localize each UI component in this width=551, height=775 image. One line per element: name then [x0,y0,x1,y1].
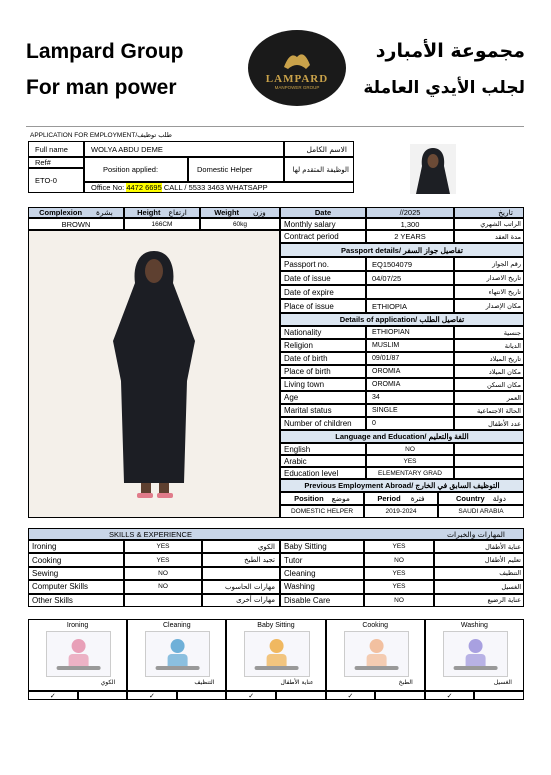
abroad-position-value: DOMESTIC HELPER [280,505,364,518]
skill-left-ar: تجيد الطبخ [202,553,280,566]
contract-value: 2 YEARS [366,230,454,243]
abroad-position-label: Position موضع [280,492,364,505]
language-row-empty [454,467,524,479]
details-row-label: Number of children [280,417,366,430]
language-row-label: Education level [280,467,366,479]
date-value: //2025 [366,207,454,218]
skill-right-value: YES [364,567,434,580]
height-value: 166CM [124,218,200,230]
weight-header: Weight وزن [200,207,280,218]
details-row-value: 34 [366,391,454,404]
details-row-label: Place of birth [280,365,366,378]
skill-right-label: Disable Care [280,594,364,607]
skill-left-value [124,594,202,607]
skill-left-value: YES [124,540,202,553]
details-row-label: Nationality [280,326,366,339]
gallery-title: Cooking [326,619,425,691]
eto-label: ETO-0 [28,168,84,193]
iron-icon [46,631,111,677]
gallery-ar: عناية الأطفال [280,679,314,686]
language-row-value: ELEMENTARY GRAD [366,467,454,479]
skill-left-label: Other Skills [28,594,124,607]
passport-row-value: 04/07/25 [366,271,454,285]
skill-left-label: Sewing [28,567,124,580]
skill-right-label: Cleaning [280,567,364,580]
passport-row-label: Date of expire [280,285,366,299]
logo-sub: MANPOWER GROUP [274,84,320,90]
washing-machine-icon [443,631,508,677]
complexion-header: Complexion بشرة [28,207,124,218]
gallery-check-empty [78,691,128,700]
brand-en-line2: For man power [26,76,177,99]
position-label: Position applied: [84,157,188,182]
abroad-period-label: Period فترة [364,492,438,505]
skill-right-value: YES [364,540,434,553]
details-row-value: SINGLE [366,404,454,417]
language-header: Language and Education/ اللغة والتعليم [280,430,524,443]
gallery-title: Baby Sitting [226,619,325,691]
skill-left-ar [202,567,280,580]
date-label: Date [280,207,366,218]
details-row-label: Age [280,391,366,404]
ref-label: Ref# [28,157,84,168]
skill-right-ar: تعليم الأطفال [434,553,524,566]
details-row-label: Date of birth [280,352,366,365]
skill-left-label: Cooking [28,553,124,566]
passport-row-ar: تاريخ الانتهاء [454,285,524,299]
language-row-label: English [280,443,366,455]
details-row-label: Religion [280,339,366,352]
headshot-photo [410,144,456,194]
language-row-value: YES [366,455,454,467]
skill-left-ar: مهارات أخرى [202,594,280,607]
gallery-title: Ironing [28,619,127,691]
details-row-value: 0 [366,417,454,430]
skill-right-ar: التنظيف [434,567,524,580]
full-name-ar: الاسم الكامل [284,141,354,157]
skill-left-value: NO [124,567,202,580]
language-row-empty [454,455,524,467]
gallery-check-empty [375,691,425,700]
details-row-ar: تاريخ الميلاد [454,352,524,365]
full-name-value: WOLYA ABDU DEME [84,141,284,157]
skill-right-ar: عناية الرضيع [434,594,524,607]
language-row-value: NO [366,443,454,455]
company-logo [248,30,346,106]
passport-row-label: Place of issue [280,299,366,313]
abroad-country-label: Country دولة [438,492,524,505]
header-divider [26,126,524,127]
position-value: Domestic Helper [188,157,284,182]
details-row-value: 09/01/87 [366,352,454,365]
baby-icon [244,631,309,677]
passport-row-ar: مكان الإصدار [454,299,524,313]
gallery-check: ✓ [326,691,376,700]
gallery-title: Cleaning [127,619,226,691]
details-header: Details of application/ تفاصيل الطلب [280,313,524,326]
language-row-empty [454,443,524,455]
mop-icon [145,631,210,677]
full-name-label: Full name [28,141,84,157]
skill-right-label: Baby Sitting [280,540,364,553]
date-ar: تاريخ [454,207,524,218]
contract-ar: مدة العقد [454,230,524,243]
gallery-check: ✓ [425,691,475,700]
office-line: Office No: 4472 6695 CALL / 5533 3463 WHATSAPP [84,182,354,193]
details-row-ar: الحالة الاجتماعية [454,404,524,417]
skill-left-value: NO [124,580,202,593]
contract-label: Contract period [280,230,366,243]
details-row-ar: عدد الأطفال [454,417,524,430]
details-row-ar: مكان السكن [454,378,524,391]
full-body-photo [28,230,280,518]
gallery-check: ✓ [226,691,276,700]
gallery-ar: الغسيل [493,679,512,686]
abroad-period-value: 2019-2024 [364,505,438,518]
passport-row-value [366,285,454,299]
skill-right-value: NO [364,594,434,607]
application-heading: APPLICATION FOR EMPLOYMENT/طلب توظيف [30,131,172,139]
brand-ar-line1: مجموعة الأمبارد [375,40,525,62]
gallery-check-empty [474,691,524,700]
gallery-check-empty [276,691,326,700]
passport-row-value: ETHIOPIA [366,299,454,313]
skill-left-value: YES [124,553,202,566]
passport-row-label: Passport no. [280,257,366,271]
skill-left-ar: الكوي [202,540,280,553]
complexion-value: BROWN [28,218,124,230]
details-row-value: MUSLIM [366,339,454,352]
passport-row-ar: تاريخ الاصدار [454,271,524,285]
skill-right-value: NO [364,553,434,566]
skill-right-label: Washing [280,580,364,593]
gallery-check-empty [177,691,227,700]
logo-emblem-icon [280,47,314,73]
gallery-check: ✓ [28,691,78,700]
abroad-country-value: SAUDI ARABIA [438,505,524,518]
details-row-ar: الديانة [454,339,524,352]
passport-row-value: EQ1504079 [366,257,454,271]
passport-header: Passport details/ تفاصيل جواز السفر [280,243,524,257]
gallery-ar: الطبخ [398,679,413,686]
brand-ar-line2: لجلب الأيدي العاملة [363,78,525,98]
office-phone-highlight: 4472 6695 [126,183,162,192]
details-row-ar: مكان الميلاد [454,365,524,378]
skill-left-ar: مهارات الحاسوب [202,580,280,593]
details-row-ar: العمر [454,391,524,404]
salary-ar: الراتب الشهري [454,218,524,230]
logo-text: LAMPARD [265,72,329,85]
gallery-title: Washing [425,619,524,691]
details-row-label: Living town [280,378,366,391]
weight-value: 60kg [200,218,280,230]
gallery-check: ✓ [127,691,177,700]
skill-right-value: YES [364,580,434,593]
details-row-value: ETHIOPIAN [366,326,454,339]
skills-header: SKILLS & EXPERIENCE المهارات والخبرات [28,528,524,540]
skill-left-label: Ironing [28,540,124,553]
skill-left-label: Computer Skills [28,580,124,593]
gallery-ar: الكوي [100,679,116,686]
passport-row-label: Date of issue [280,271,366,285]
skill-right-ar: الغسيل [434,580,524,593]
language-row-label: Arabic [280,455,366,467]
gallery-ar: التنظيف [194,679,215,686]
details-row-value: OROMIA [366,365,454,378]
salary-label: Monthly salary [280,218,366,230]
skill-right-label: Tutor [280,553,364,566]
details-row-ar: جنسية [454,326,524,339]
position-ar: الوظيفة المتقدم لها [284,157,354,182]
details-row-label: Marital status [280,404,366,417]
salary-value: 1,300 [366,218,454,230]
details-row-value: OROMIA [366,378,454,391]
abroad-header: Previous Employment Abroad/ التوظيف السابق في الخارج [280,479,524,492]
height-header: Height ارتفاع [124,207,200,218]
passport-row-ar: رقم الجواز [454,257,524,271]
skill-right-ar: عناية الأطفال [434,540,524,553]
cooking-pot-icon [344,631,409,677]
brand-en-line1: Lampard Group [26,40,184,63]
